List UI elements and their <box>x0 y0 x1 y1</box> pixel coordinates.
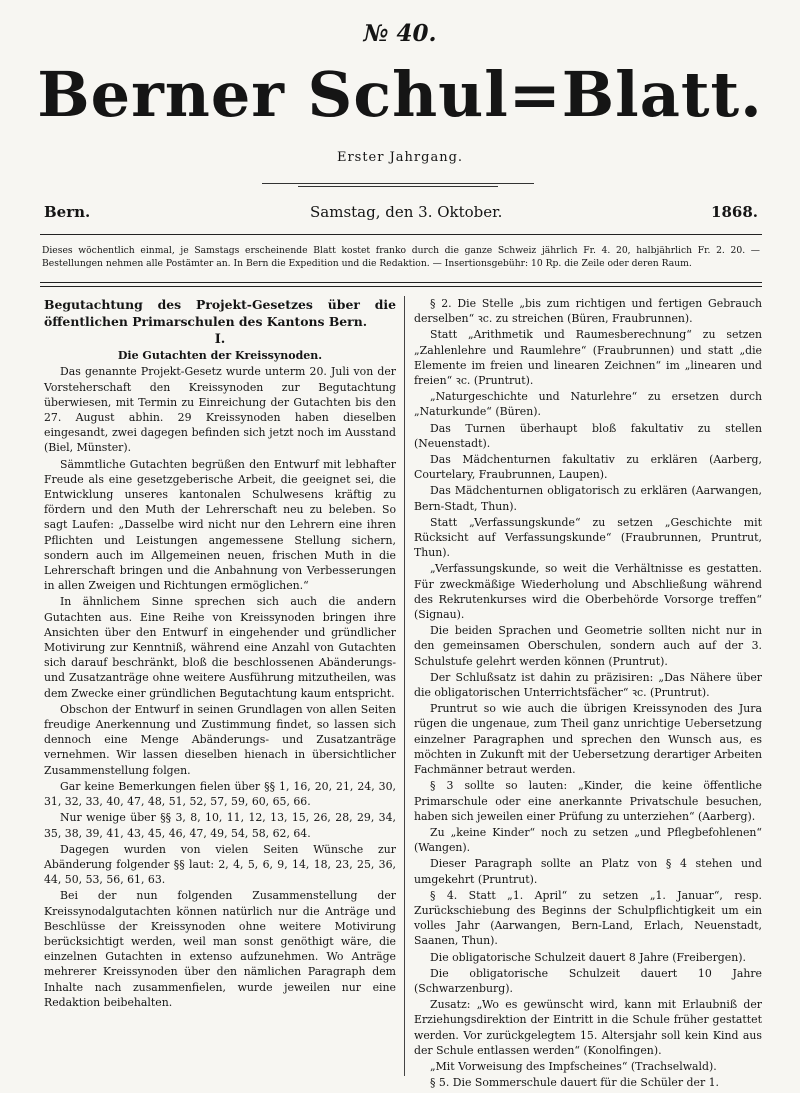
paragraph: Dagegen wurden von vielen Seiten Wünsche zur Abänderung folgender §§ laut: 2, 4, 5, 6, 9, 14, 18, 23, 25, 36, 44, 50, 53, 56, 61, 63. <box>44 842 396 887</box>
paragraph: Die obligatorische Schulzeit dauert 10 Jahre (Schwarzenburg). <box>414 966 762 995</box>
paragraph: „Mit Vorweisung des Impfscheines“ (Trachselwald). <box>430 1059 717 1073</box>
right-column <box>414 296 762 1091</box>
ornament-rule <box>262 183 534 184</box>
subscription-notice: Dieses wöchentlich einmal, je Samstags erscheinende Blatt kostet franko durch die ganze Schweiz jährlich Fr. 4. 20, halbjährlich Fr. 2. 20. — Bestellungen nehmen alle Postämter an. In Bern die Expedition und die Redaktion. — Insertionsgebühr: 10 Rp. die Zeile oder deren Raum. <box>42 245 760 269</box>
masthead-subtitle: Erster Jahrgang. <box>336 150 464 165</box>
section-number: I. <box>214 332 226 347</box>
paragraph: Das Mädchenturnen obligatorisch zu erklären (Aarwangen, Bern-Stadt, Thun). <box>414 484 762 513</box>
column-divider <box>404 296 405 1076</box>
paragraph: Der Schlußsatz ist dahin zu präzisiren: „Das Nähere über die obligatorischen Unterrichtsfächer“ ꝛc. (Pruntrut). <box>414 670 762 700</box>
paragraph: Zusatz: „Wo es gewünscht wird, kann mit Erlaubniß der Erziehungsdirektion der Eintritt in die Schule früher gestattet werden. Vor zurückgelegtem 15. Altersjahr soll kein Kind aus der Schule entlassen werden“ (Konolfingen). <box>414 998 762 1057</box>
paragraph: Sämmtliche Gutachten begrüßen den Entwurf mit lebhafter Freude als eine gesetzgeberische Arbeit, die geeignet sei, die Entwicklung unseres kantonalen Schulwesens kräftig zu fördern und den Muth der Lehrerschaft neu zu beleben. So sagt Laufen: „Dasselbe wird nicht nur den Lehrern eine ihren Pflichten und Leistungen angemessene Stellung sichern, sondern auch im Allgemeinen neuen, frischen Muth in die Lehrerschaft bringen und die Anbahnung von Verbesserungen in allen Zweigen und Richtungen ermöglichen.“ <box>44 457 396 593</box>
paragraph: „Verfassungskunde, so weit die Verhältnisse es gestatten. Für zweckmäßige Wiederholung und Abschließung während des Rekrutenkurses wird die Oberbehörde Vorsorge treffen“ (Signau). <box>414 562 762 622</box>
header-rule-bottom-thin <box>40 286 762 287</box>
paragraph: Gar keine Bemerkungen fielen über §§ 1, 16, 20, 21, 24, 30, 31, 32, 33, 40, 47, 48, 51, 52, 57, 59, 60, 65, 66. <box>44 779 396 809</box>
paragraph: § 5. Die Sommerschule dauert für die Schüler der 1. <box>430 1076 720 1090</box>
dateline-year: 1868. <box>711 203 758 221</box>
paragraph: § 4. Statt „1. April“ zu setzen „1. Januar“, resp. Zurückschiebung des Beginns der Schulpflichtigkeit um ein volles Jahr (Aarwangen, Bern-Land, Erlach, Neuenstadt, Saanen, Thun). <box>414 888 762 948</box>
paragraph: Dieser Paragraph sollte an Platz von § 4 stehen und umgekehrt (Pruntrut). <box>414 857 762 886</box>
paragraph: Nur wenige über §§ 3, 8, 10, 11, 12, 13, 15, 26, 28, 29, 34, 35, 38, 39, 41, 43, 45, 46, 47, 49, 54, 58, 62, 64. <box>44 811 396 840</box>
header-rule-top <box>40 234 762 235</box>
dateline-place: Bern. <box>44 203 91 221</box>
paragraph: § 2. Die Stelle „bis zum richtigen und fertigen Gebrauch derselben“ ꝛc. zu streichen (Büren, Fraubrunnen). <box>414 297 762 326</box>
paragraph: Zu „keine Kinder“ noch zu setzen „und Pflegbefohlenen“ (Wangen). <box>414 825 762 855</box>
paragraph: Pruntrut so wie auch die übrigen Kreissynoden des Jura rügen die ungenaue, zum Theil ganz unrichtige Uebersetzung einzelner Paragraphen und sprechen den Wunsch aus, es möchten in Zukunft mit der Uebersetzung derartiger Arbeiten Fachmänner betraut werden. <box>414 702 762 777</box>
issue-number: № 40. <box>363 20 437 47</box>
paragraph: Die beiden Sprachen und Geometrie sollten nicht nur in den gemeinsamen Oberschulen, sondern auch auf der 3. Schulstufe gelehrt werden können (Pruntrut). <box>414 624 762 668</box>
paragraph: Statt „Arithmetik und Raumesberechnung“ zu setzen „Zahlenlehre und Raumlehre“ (Fraubrunnen) und statt „die Elemente im freien und linearen Zeichnen“ im „linearen und freien“ ꝛc. (Pruntrut). <box>414 328 762 388</box>
article-title: Begutachtung des Projekt-Gesetzes über die öffentlichen Primarschulen des Kantons Bern. <box>44 297 396 329</box>
masthead-title: Berner Schul=Blatt. <box>37 58 763 131</box>
paragraph: In ähnlichem Sinne sprechen sich auch die andern Gutachten aus. Eine Reihe von Kreissynoden bringen ihre Ansichten über den Entwurf in eingehender und gründlicher Motivirung zur Kenntniß, während eine Anzahl von Gutachten sich darauf beschränkt, bloß die beschlossenen Abänderungs- und Zusatzanträge ohne weitere Ausführung mitzutheilen, was dem Zwecke einer gründlichen Begutachtung kaum entspricht. <box>44 595 396 700</box>
paragraph: Das Mädchenturnen fakultativ zu erklären (Aarberg, Courtelary, Fraubrunnen, Laupen). <box>414 453 762 482</box>
paragraph: Das Turnen überhaupt bloß fakultativ zu stellen (Neuenstadt). <box>414 421 762 450</box>
dateline-date: Samstag, den 3. Oktober. <box>310 203 503 221</box>
paragraph: Das genannte Projekt-Gesetz wurde unterm 20. Juli von der Vorsteherschaft den Kreissynoden zur Begutachtung überwiesen, mit Termin zu Einreichung der Gutachten bis den 27. August abhin. 29 Kreissynoden haben dieselben eingesandt, zwei dagegen befinden sich jetzt noch im Ausstand (Biel, Münster). <box>44 365 396 455</box>
section-title: Die Gutachten der Kreissynoden. <box>117 349 323 363</box>
header-rule-bottom <box>40 282 762 283</box>
paragraph: „Naturgeschichte und Naturlehre“ zu ersetzen durch „Naturkunde“ (Büren). <box>414 390 762 419</box>
paragraph: § 3 sollte so lauten: „Kinder, die keine öffentliche Primarschule oder eine anerkannte Privatschule besuchen, haben sich jeweilen einer Prüfung zu unterziehen“ (Aarberg). <box>414 779 762 823</box>
left-column <box>44 296 396 1011</box>
paragraph: Obschon der Entwurf in seinen Grundlagen von allen Seiten freudige Anerkennung und Zustimmung findet, so lassen sich dennoch eine Menge Abänderungs- und Zusatzanträge vernehmen. Wir lassen dieselben hienach in übersichtlicher Zusammenstellung folgen. <box>44 702 396 777</box>
paragraph: Statt „Verfassungskunde“ zu setzen „Geschichte mit Rücksicht auf Verfassungskunde“ (Fraubrunnen, Pruntrut, Thun). <box>414 515 762 560</box>
ornament-rule-inner <box>298 186 498 187</box>
paragraph: Die obligatorische Schulzeit dauert 8 Jahre (Freibergen). <box>430 950 746 964</box>
paragraph: Bei der nun folgenden Zusammenstellung der Kreissynodalgutachten können natürlich nur die Anträge und Beschlüsse der Kreissynoden ohne weitere Motivirung berücksichtigt werden, weil man sonst genöthigt wäre, die einzelnen Gutachten in extenso aufzunehmen. Wo Anträge mehrerer Kreissynoden über den nämlichen Paragraph dem Inhalte nach zusammenfielen, wurde jeweilen nur eine Redaktion beibehalten. <box>44 889 396 1009</box>
